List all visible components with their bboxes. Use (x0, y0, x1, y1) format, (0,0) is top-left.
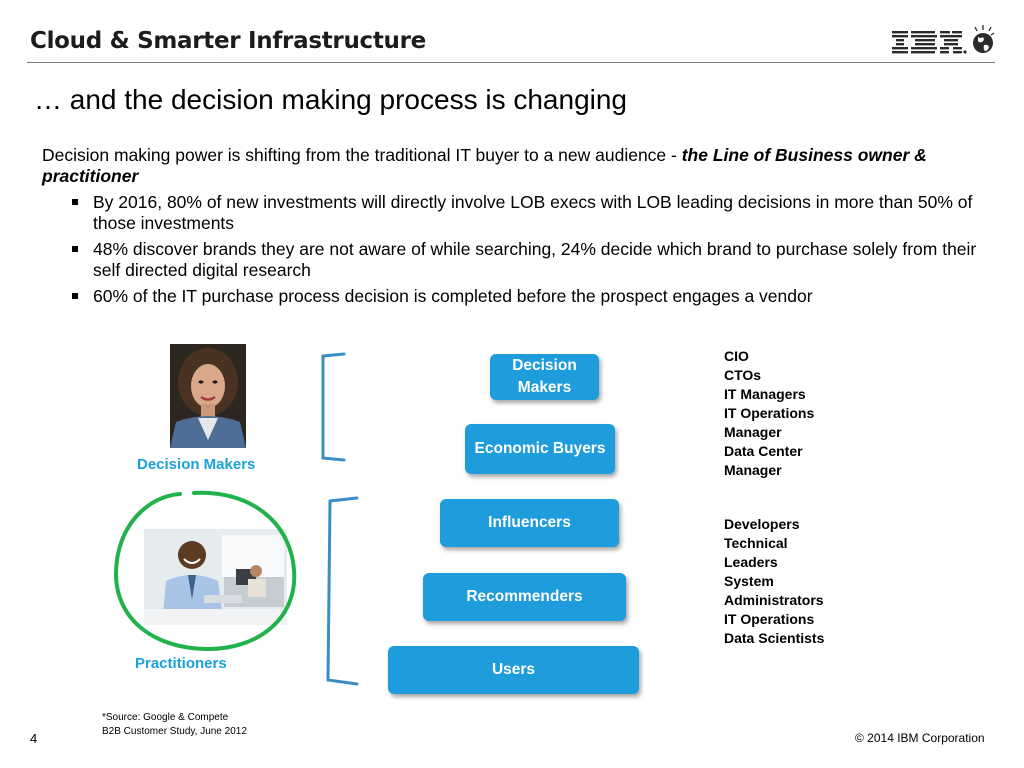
role-item: IT Managers (724, 386, 806, 402)
pyramid-recommenders: Recommenders (423, 573, 626, 621)
role-item: Technical (724, 535, 788, 551)
intro-text (42, 145, 982, 187)
decision-maker-photo (170, 344, 246, 448)
source-line: B2B Customer Study, June 2012 (102, 726, 247, 737)
pyramid-economic-buyers: Economic Buyers (465, 424, 615, 474)
role-item: IT Operations (724, 611, 815, 627)
copyright: © 2014 IBM Corporation (855, 731, 985, 745)
decision-makers-caption: Decision Makers (137, 456, 256, 473)
role-item: CTOs (724, 367, 762, 383)
role-item: Manager (724, 462, 782, 478)
source-line: *Source: Google & Compete (102, 712, 229, 723)
role-item: Data Scientists (724, 630, 825, 646)
role-item: System (724, 573, 774, 589)
practitioners-caption: Practitioners (135, 655, 227, 672)
slide-title: … and the decision making process is changing (34, 84, 628, 115)
decision-makers-bracket (318, 350, 350, 465)
practitioners-bracket (323, 494, 363, 690)
bullet-item: 48% discover brands they are not aware of while searching, 24% decide which brand to purchase solely from their self directed digital research (70, 239, 995, 281)
practitioner-roles-list (724, 515, 824, 648)
intro-emphasis: the Line of Business owner & practitioner (42, 145, 927, 186)
role-item: Leaders (724, 554, 778, 570)
pyramid-users: Users (388, 646, 639, 694)
page-number: 4 (30, 731, 38, 746)
role-item: Developers (724, 516, 800, 532)
bullet-list (70, 192, 995, 312)
bullet-item: 60% of the IT purchase process decision is completed before the prospect engages a vendor (70, 286, 995, 307)
intro-prefix: Decision making power is shifting from the traditional IT buyer to a new audience - (42, 145, 682, 165)
pyramid-decision-makers: Decision Makers (490, 354, 599, 400)
source-note (102, 711, 247, 739)
role-item: IT Operations (724, 405, 815, 421)
header-divider (27, 62, 995, 63)
ibm-logo (890, 23, 996, 57)
bullet-item: By 2016, 80% of new investments will directly involve LOB execs with LOB leading decisions in more than 50% of those investments (70, 192, 995, 234)
pyramid-influencers: Influencers (440, 499, 619, 547)
role-item: Manager (724, 424, 782, 440)
practitioner-highlight-circle (108, 486, 308, 658)
role-item: CIO (724, 348, 749, 364)
header-title: Cloud & Smarter Infrastructure (30, 28, 426, 54)
decision-roles-list (724, 347, 814, 480)
role-item: Data Center (724, 443, 803, 459)
role-item: Administrators (724, 592, 824, 608)
